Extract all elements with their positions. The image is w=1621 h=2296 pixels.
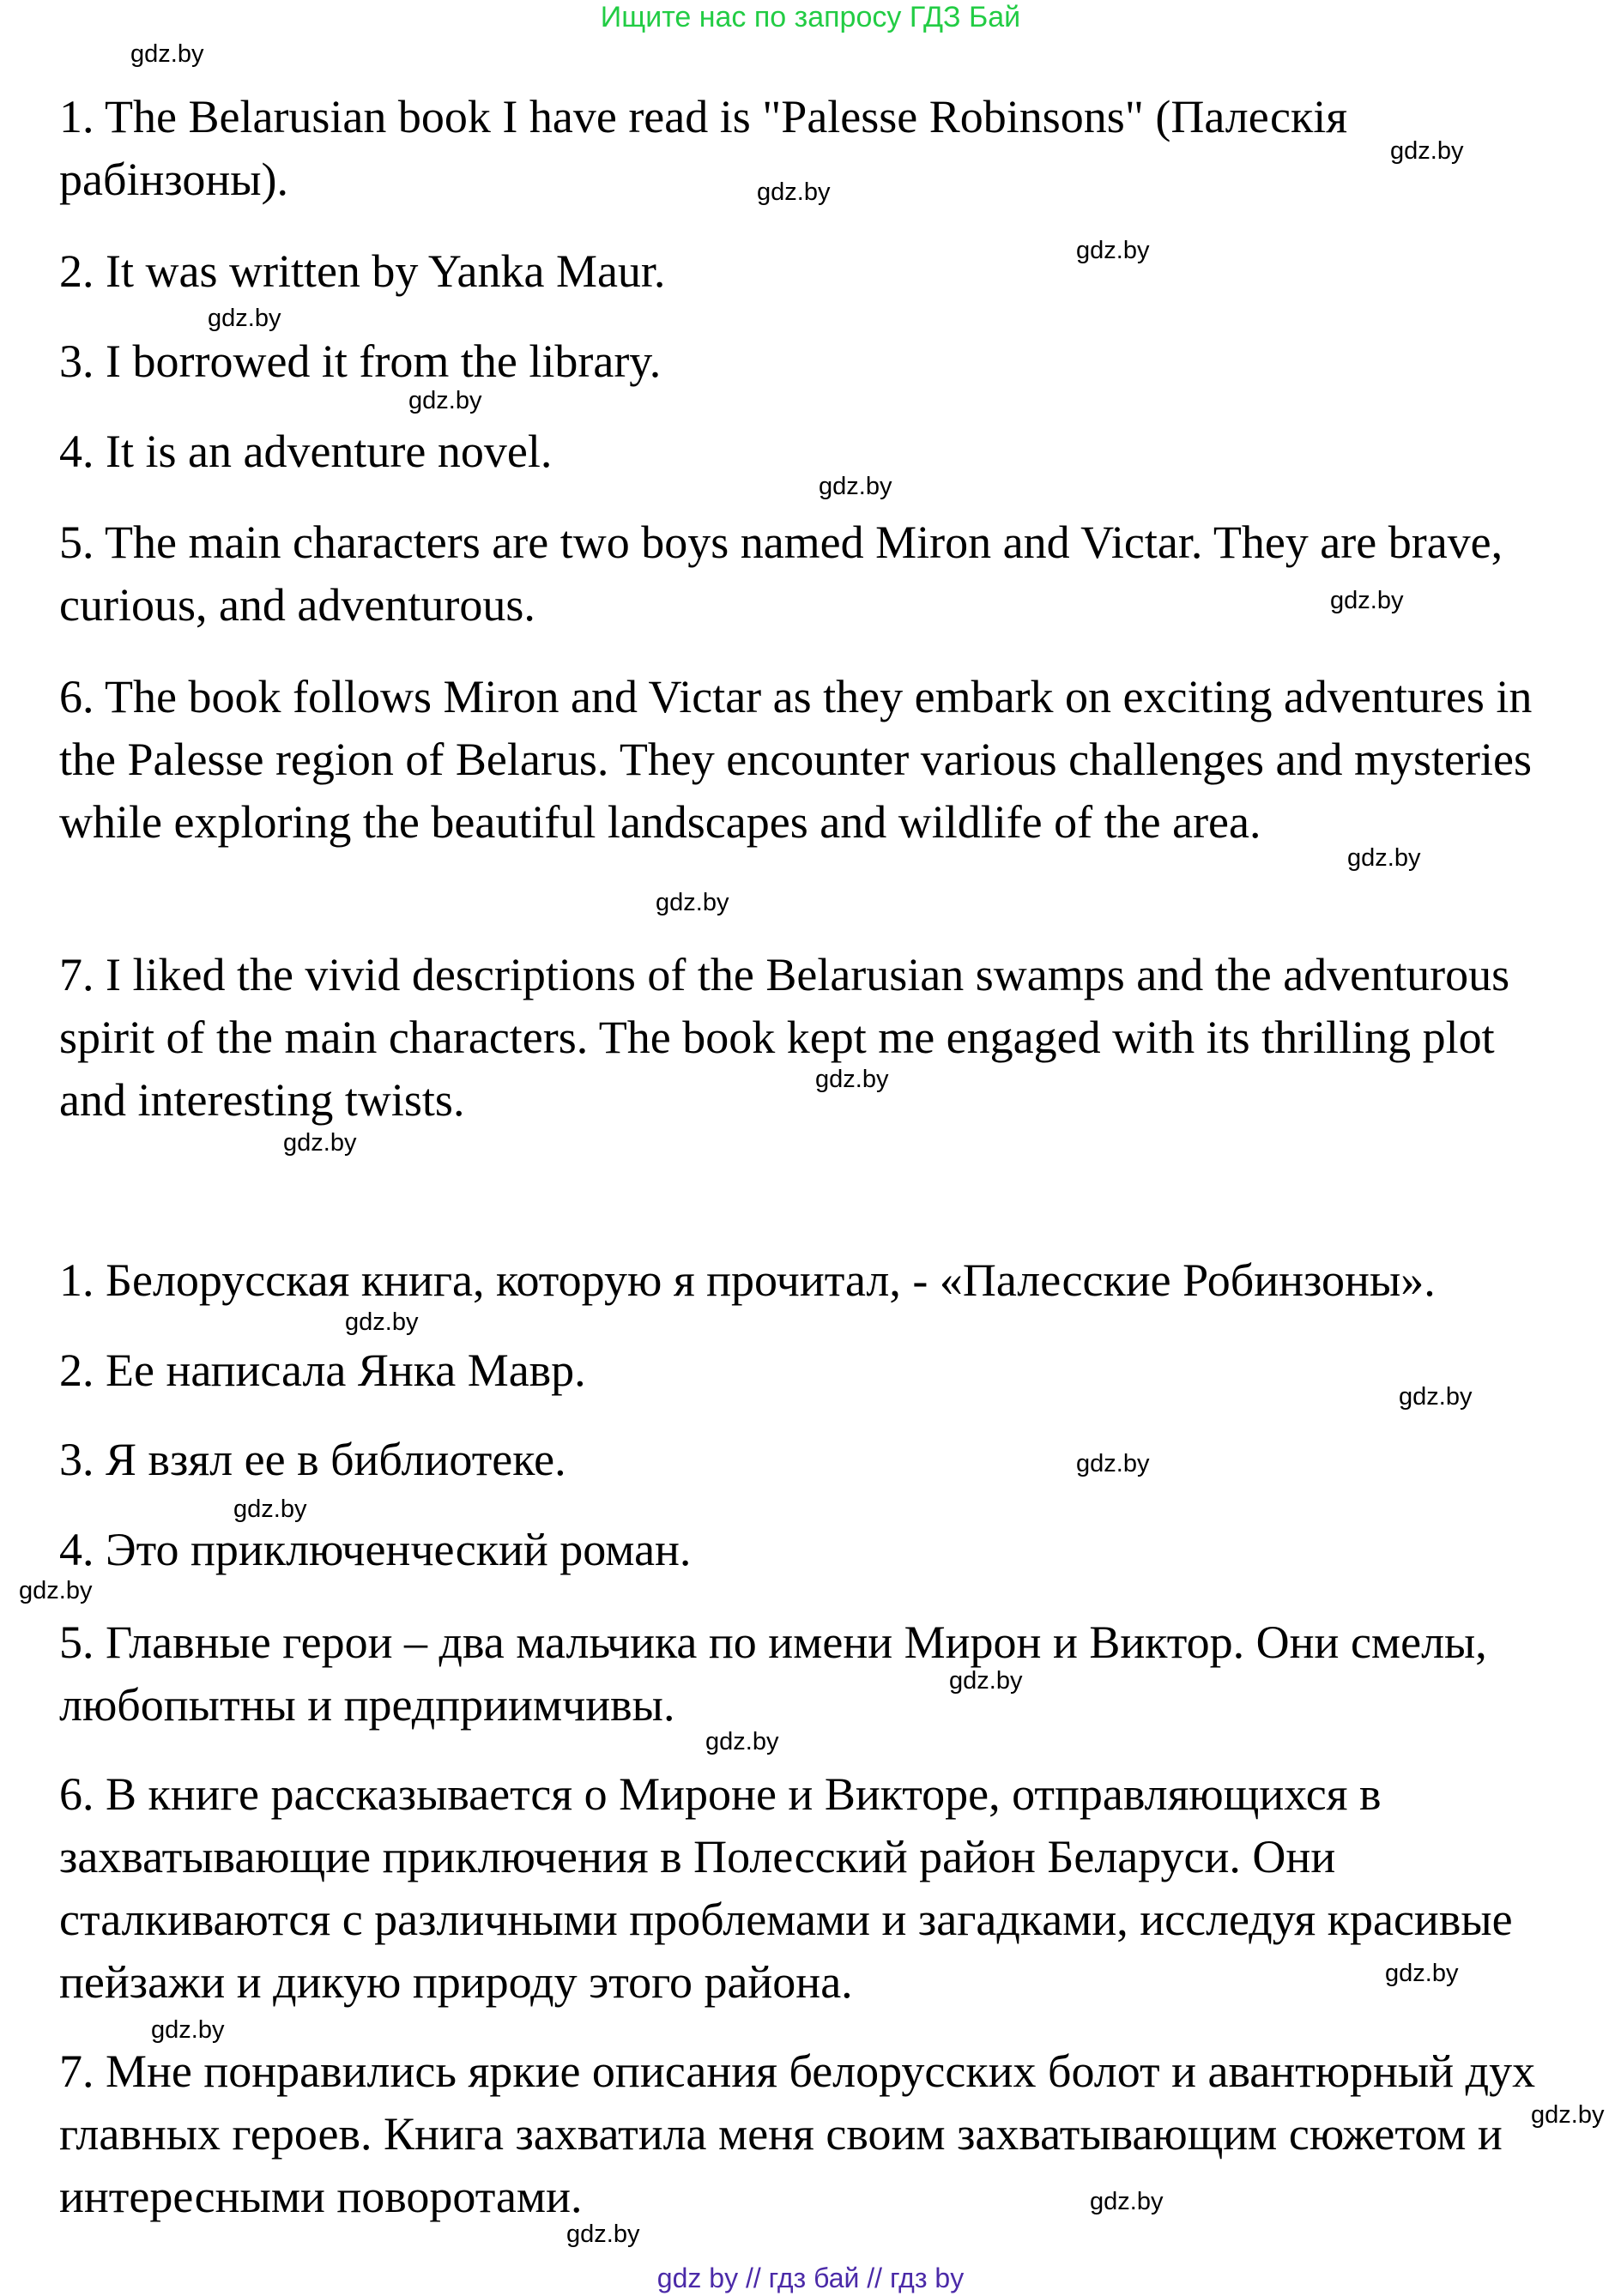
- watermark: gdz.by: [1347, 844, 1421, 872]
- russian-item-1: 1. Белорусская книга, которую я прочитал, - «Палесские Робинзоны».: [59, 1254, 1436, 1306]
- watermark: gdz.by: [208, 305, 281, 332]
- watermark: gdz.by: [1090, 2188, 1164, 2215]
- watermark: gdz.by: [233, 1495, 307, 1523]
- watermark: gdz.by: [151, 2016, 225, 2044]
- watermark: gdz.by: [1390, 137, 1464, 165]
- english-item-2: 2. It was written by Yanka Maur.: [59, 245, 666, 297]
- russian-item-5: 5. Главные герои – два мальчика по имени Мирон и Виктор. Они смелы, любопытны и предприимчивы.: [59, 1616, 1487, 1731]
- english-item-3: 3. I borrowed it from the library.: [59, 335, 662, 387]
- watermark: gdz.by: [1076, 237, 1150, 264]
- english-item-5: 5. The main characters are two boys named Miron and Victar. They are brave, curious, and adventurous.: [59, 517, 1503, 631]
- russian-item-2: 2. Ее написала Янка Мавр.: [59, 1344, 586, 1396]
- russian-item-4: 4. Это приключенческий роман.: [59, 1524, 692, 1575]
- watermark: gdz.by: [1531, 2101, 1605, 2129]
- watermark: gdz.by: [1330, 587, 1404, 614]
- watermark: gdz.by: [1076, 1450, 1150, 1477]
- watermark: gdz.by: [566, 2220, 640, 2248]
- english-item-4: 4. It is an adventure novel.: [59, 426, 553, 477]
- watermark: gdz.by: [1399, 1383, 1473, 1411]
- english-item-7: 7. I liked the vivid descriptions of the Belarusian swamps and the adventurous spirit of the main characters. The book kept me engaged with its thrilling plot and interesting twists.: [59, 949, 1510, 1126]
- watermark: gdz.by: [283, 1129, 357, 1157]
- russian-item-7: 7. Мне понравились яркие описания белорусских болот и авантюрный дух главных героев. Книга захватила меня своим захватывающим сюжетом и интересными поворотами.: [59, 2045, 1536, 2222]
- watermark: gdz.by: [656, 889, 729, 916]
- watermark: gdz.by: [130, 40, 204, 68]
- watermark: gdz.by: [757, 178, 831, 206]
- watermark: gdz.by: [705, 1728, 779, 1755]
- watermark: gdz.by: [345, 1308, 419, 1336]
- watermark: gdz.by: [815, 1066, 889, 1093]
- russian-item-3: 3. Я взял ее в библиотеке.: [59, 1434, 566, 1485]
- watermark: gdz.by: [1385, 1960, 1459, 1987]
- watermark: gdz.by: [408, 387, 482, 414]
- watermark: gdz.by: [949, 1667, 1023, 1695]
- footer-links[interactable]: gdz by // гдз бай // гдз by: [656, 2263, 965, 2293]
- english-item-6: 6. The book follows Miron and Victar as they embark on exciting adventures in the Palesse region of Belarus. They encounter various challenges and mysteries while exploring the beautiful landscapes and wildlife of the area.: [59, 671, 1533, 848]
- search-banner: Ищите нас по запросу ГДЗ Бай: [600, 1, 1021, 33]
- english-item-1: 1. The Belarusian book I have read is "Palesse Robinsons" (Палескія рабінзоны).: [59, 91, 1348, 205]
- watermark: gdz.by: [19, 1577, 93, 1604]
- watermark: gdz.by: [819, 473, 892, 500]
- russian-item-6: 6. В книге рассказывается о Мироне и Викторе, отправляющихся в захватывающие приключения в Полесский район Беларуси. Они сталкиваются с различными проблемами и загадками, исследуя красивые пейзажи и дикую природу этого района.: [59, 1768, 1513, 2008]
